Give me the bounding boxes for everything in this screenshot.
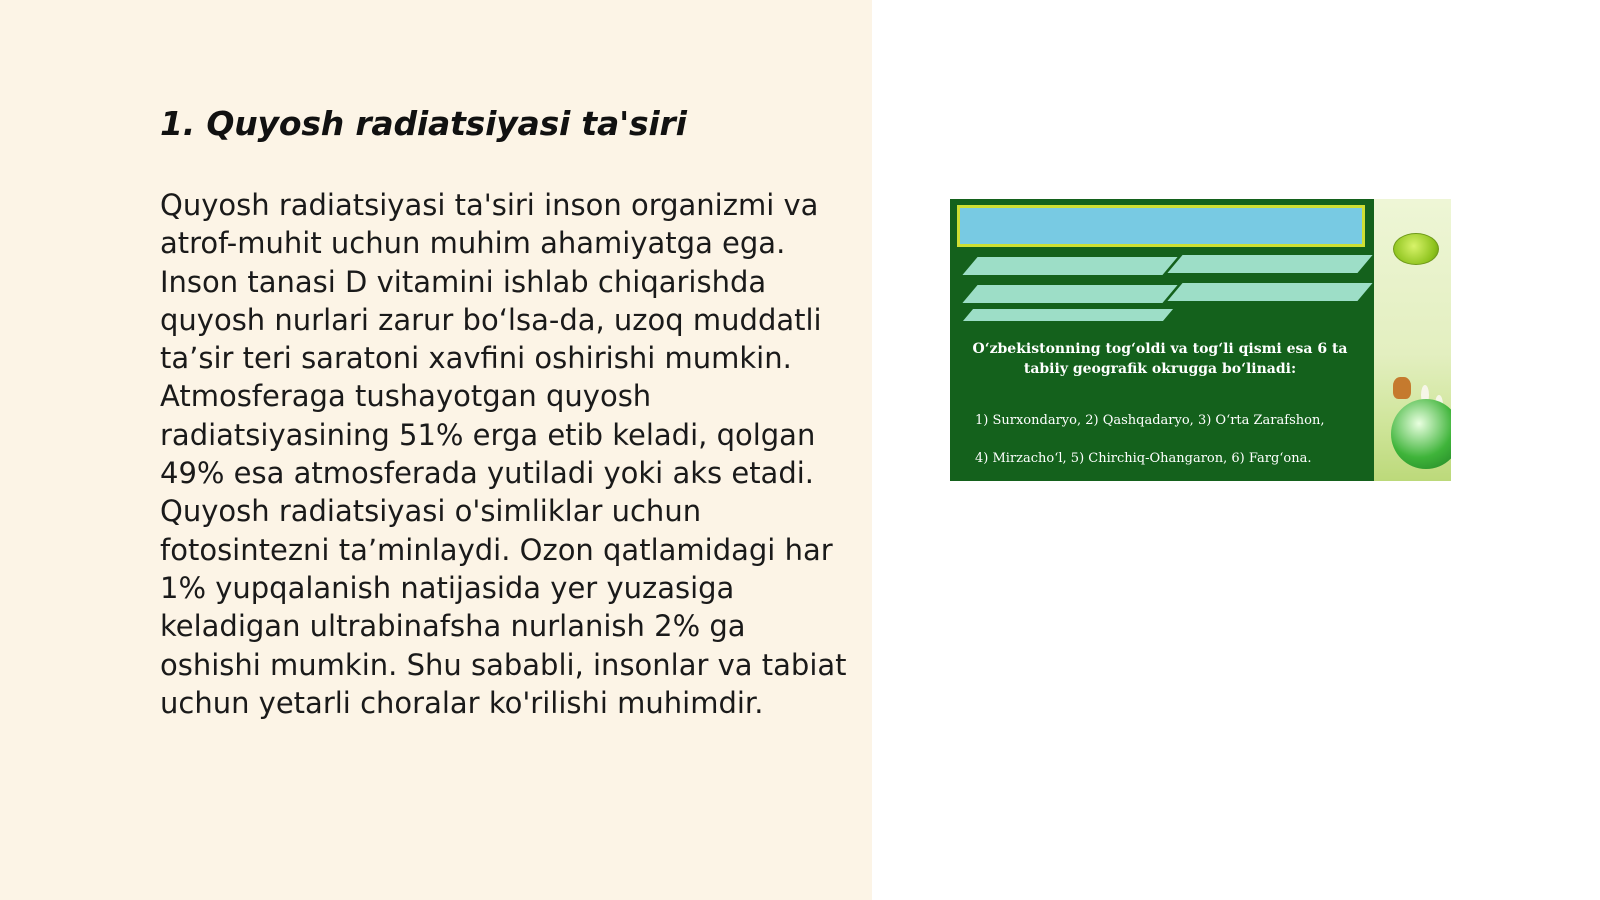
image-shape <box>1167 255 1372 273</box>
image-shape <box>962 257 1177 275</box>
slide-heading: 1. Quyosh radiatsiyasi ta'siri <box>160 104 687 143</box>
green-globe-icon <box>1391 399 1451 469</box>
image-header-box <box>957 205 1365 247</box>
figure-icon <box>1393 377 1411 399</box>
image-list-line: 4) Mirzacho‘l, 5) Chirchiq-Ohangaron, 6) Farg‘ona. <box>975 451 1312 466</box>
image-subtitle: O‘zbekistonning tog‘oldi va tog‘li qismi esa 6 ta tabiiy geografik okrugga bo‘linadi: <box>972 341 1348 377</box>
embedded-slide-image <box>950 199 1451 481</box>
image-decoration <box>1374 199 1451 481</box>
slide-body-text: Quyosh radiatsiyasi ta'siri inson organizmi va atrof-muhit uchun muhim ahamiyatga ega. Inson tanasi D vitamini ishlab chiqarishda quyosh nurlari zarur bo‘lsa-da, uzoq muddatli ta’sir teri saratoni xavfini oshirishi mumkin. Atmosferaga tushayotgan quyosh radiatsiyasining 51% erga etib keladi, qolgan 49% esa atmosferada yutiladi yoki aks etadi. Quyosh radiatsiyasi o'simliklar uchun fotosintezni ta’minlaydi. Ozon qatlamidagi har 1% yupqalanish natijasida yer yuzasiga keladigan ultrabinafsha nurlanish 2% ga oshishi mumkin. Shu sababli, insonlar va tabiat uchun yetarli choralar ko'rilishi muhimdir. <box>160 188 847 720</box>
image-shape <box>962 285 1177 303</box>
image-list-line: 1) Surxondaryo, 2) Qashqadaryo, 3) O‘rta Zarafshon, <box>975 413 1325 428</box>
green-ball-icon <box>1393 233 1439 265</box>
image-shape <box>1167 283 1372 301</box>
image-shape <box>963 309 1173 321</box>
